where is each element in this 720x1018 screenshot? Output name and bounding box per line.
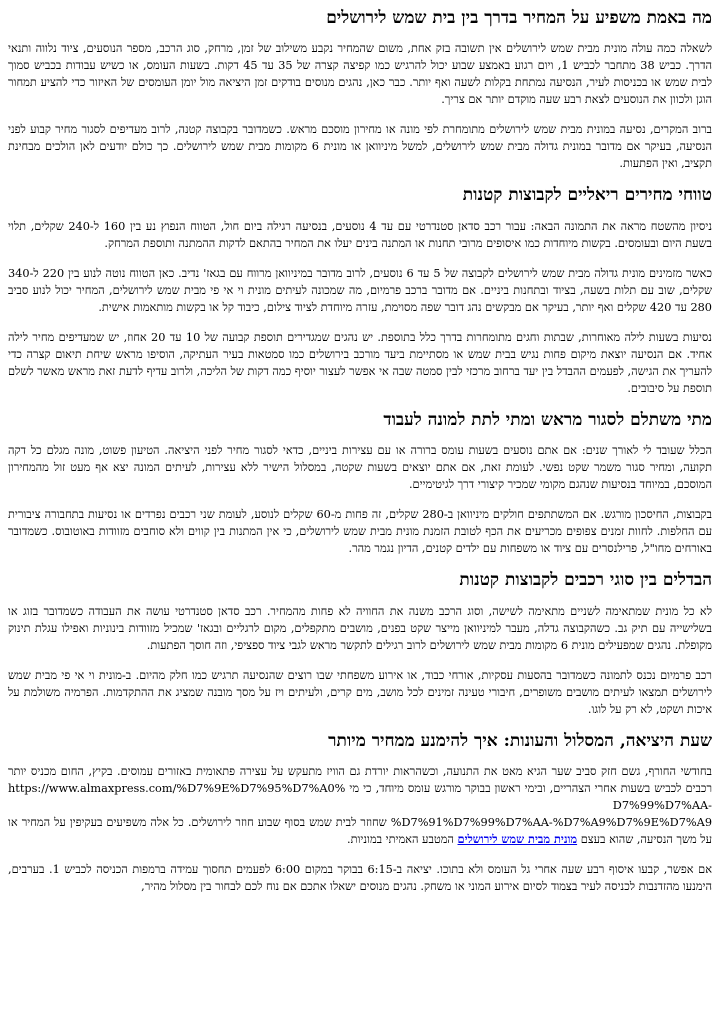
section-1-paragraph-3: נסיעות בשעות לילה מאוחרות, שבתות וחגים מתומחרות בדרך כלל בתוספת. יש נהגים שמגדירים תוספת קבועה של 10 עד 20 אחוז, יש שמעדיפים מחיר לילה אחיד. אם הנסיעה יוצאת מיקום פחות נגיש בבית שמש או מסתיימת ביעד מורכב בירושלים כמו סמטאות בעיר העתיקה, הוסיפו מראש שיחת תיאום קצרה כדי להעריך את הגישה, לפעמים ההבדל בין יעד ברחוב מרכזי לבין סמטה שבה אי אפשר לעצור יוסיף כמה דקות של הליכה, ולרוב עדיף לדעת זאת מראש מאשר לשלם תוספת על סיבובים. [8, 330, 712, 395]
source-url-line-1: https://www.almaxpress.com/%D7%9E%D7%95%D7%A0%D7%99%D7%AA- [8, 781, 712, 812]
section-heading-price-ranges: טווחי מחירים ריאליים לקבוצות קטנות [462, 185, 712, 206]
section-4-paragraph-2: אם אפשר, קבעו איסוף רבע שעה אחרי גל העומס ולא בתוכו. יציאה ב-6:15 בבוקר במקום 6:00 לפעמים תחסוך עמידה ברמפות הכניסה לכביש 1. בערבים, הימנעו מהזדנבות לכניסה לעיר בצמוד לסיום אירוע המוני או משחק. נהגים מנוסים ישאלו אתכם אם נוח לכם לבחור בין מסלול מהיר, [8, 862, 712, 893]
section-heading-vehicle-types: הבדלים בין סוגי רכבים לקבוצות קטנות [459, 570, 712, 591]
section-3-paragraph-2: רכב פרמיום נכנס לתמונה כשמדובר בהסעות עסקיות, אורחי כבוד, או אירוע משפחתי שבו רוצים שהנסיעה תרגיש כמו חלק מהיום. ב-מונית וי אי פי מבית שמש לירושלים תמצאו לעיתים מושבים משופרים, חיבורי טעינה זמינים לכל מושב, מים קרים, ולעיתים ויז על מסך מובנה שמציג את ההתקדמות. הפרמיה משולמת על איכות ושקט, לא רק על לוגו. [8, 668, 712, 716]
section-4-text-c: המטבע האמיתי במוניות. [347, 832, 454, 846]
section-3-paragraph-1: לא כל מונית שמתאימה לשניים מתאימה לשישה, וסוג הרכב משנה את החוויה לא פחות מהמחיר. רכב סדאן סטנדרטי עושה את העבודה כשמדובר בזוג או בשלישייה עם תיק גב. כשהקבוצה גדלה, מעבר למיניוואן מייצר שקט בפנים, מושבים מתקפלים, מקום לרגליים ובגאז' שמכיל מזוודות בינוניות ואפילו עגלת תינוק מקופלת. נהגים שמפעילים מונית 6 מקומות מבית שמש לירושלים לרוב רגילים לתקשר מראש לגבי ציוד ספציפי, וזה חוסך הפתעות. [8, 604, 712, 652]
section-2-paragraph-2: בקבוצות, החיסכון מורגש. אם המשתתפים חולקים מיניוואן ב-280 שקלים, זה פחות מ-60 שקלים לנוסע, לעומת שני רכבים נפרדים או נסיעות בתחבורה ציבורית עם החלפות. לחוות זמנים צפופים מכריעים את הכף לטובת הזמנת מונית מבית שמש לירושלים, כי אין המתנות בין קווים ולא סוחבים מזוודות באוטובוס. כשמדובר באורחים מחו"ל, פרילנסרים עם ציוד או משפחות עם ילדים קטנים, הדיון נגמר מהר. [8, 508, 713, 556]
section-4-text-b: שחוזר לבית שמש בסוף שבוע חוזר לירושלים. כל אלה משפיעים בעקיפין על המחיר או על משך הנסיעה, שהוא בעצם [8, 815, 712, 846]
section-heading-fixed-vs-meter: מתי משתלם לסגור מראש ומתי לתת למונה לעבוד [383, 409, 712, 430]
page-title: מה באמת משפיע על המחיר בדרך בין בית שמש לירושלים [326, 8, 712, 28]
section-1-paragraph-2: כאשר מזמינים מונית גדולה מבית שמש לירושלים לקבוצה של 5 עד 6 נוסעים, לרוב מדובר במיניוואן מרווח עם בגאז' נדיב. כאן הטווח נוטה לנוע בין 220 ל-340 שקלים, שוב עם תלות בשעה, בציוד ובתחנות ביניים. אם מדובר ברכב פרמיום, מה שמכונה לעיתים מונית וי אי פי מבית שמש לירושלים, המחיר יכול לנוע סביב 280 עד 420 שקלים ואף יותר, בעיקר אם מבקשים נהג דובר שפה מסוימת, עזרה מיוחדת לציוד צילום, כיבוד קל או בקשות מותאמות אישית. [8, 266, 712, 314]
section-1-paragraph-1: ניסיון מהשטח מראה את התמונה הבאה: עבור רכב סדאן סטנדרטי עם עד 4 נוסעים, בנסיעה רגילה ביום חול, הטווח הנפוץ נע בין 160 ל-240 שקלים, תלוי בשעת היום ובעומסים. בקשות מיוחדות כמו איסופים מרובי תחנות או המתנה בינים יעלו את המחיר בהתאם לדקות ההמתנה ותוספת המרחק. [8, 219, 712, 250]
section-2-paragraph-1: הכלל שעובד לי לאורך שנים: אם אתם נוסעים בשעות עומס ברורה או עם עצירות ביניים, כדאי לסגור מחיר לפני היציאה. הטיעון פשוט, מונה מגלם כל דקה תקועה, ומחיר סגור משמר שקט נפשי. לעומת זאת, אם אתם יוצאים בשעות שקטה, במסלול הישיר ללא עצירות, לעיתים המונה יצא אף מעט זול מהמחירון המוסכם, במיוחד בנסיעות שנהגם מקומי שמכיר קיצורי דרך לגיטימיים. [8, 444, 712, 492]
source-url-line-2: %D7%91%D7%99%D7%AA-%D7%A9%D7%9E%D7%A9 [390, 815, 713, 829]
intro-paragraph-1: לשאלה כמה עולה מונית מבית שמש לירושלים אין תשובה בזק אחת, משום שהמחיר נקבע משילוב של זמן, מרחק, סוג הרכב, מספר הנוסעים, ציוד נלווה ותנאי הדרך. כביש 38 מתחבר לכביש 1, ויום רגוע באמצע שבוע יכול להרגיש כמו קפיצה קצרה של 35 עד 45 דקות. בשעות העומס, או כשיש עבודות בכביש סמוך לבית שמש או בכניסות לעיר, הנסיעה נמתחת בקלות לשעה ואף יותר. כבר כאן, נהגים מנוסים בודקים זמן היציאה מול יומן העומסים של האיזור כדי להציע תמחור הוגן ולכוון את הנוסעים לצאת רבע שעה מוקדם יותר אם צריך. [8, 42, 712, 107]
section-heading-timing-route: שעת היציאה, המסלול והעונות: איך להימנע ממחיר מיותר [328, 730, 712, 751]
section-4-text-a: בחודשי החורף, גשם חזק סביב שער הגיא מאט את התנועה, וכשהראות יורדת גם הוויז מתעקש על עצירה פתאומית באזורים עמוסים. בקיץ, החום מכניס יותר רכבים לכביש בשעות אחרי הצהריים, ובימי ראשון בבוקר מורגש עומס מיוחד, כי מי [8, 764, 713, 795]
section-4-paragraph-1 [8, 763, 712, 848]
intro-paragraph-2: ברוב המקרים, נסיעה במונית מבית שמש לירושלים מתומחרת לפי מונה או מחירון מוסכם מראש. כשמדובר בקבוצה קטנה, לרוב מעדיפים לסגור מחיר קבוע לפני הנסיעה, בעיקר אם מדובר במונית גדולה מבית שמש לירושלים, למשל מיניוואן או מונית 6 מקומות מבית שמש לירושלים. כך כולם יודעים לאן הולכים מבחינת תקציב, ואין הפתעות. [8, 123, 712, 171]
taxi-beit-shemesh-jerusalem-link[interactable]: מונית מבית שמש לירושלים [457, 831, 578, 846]
